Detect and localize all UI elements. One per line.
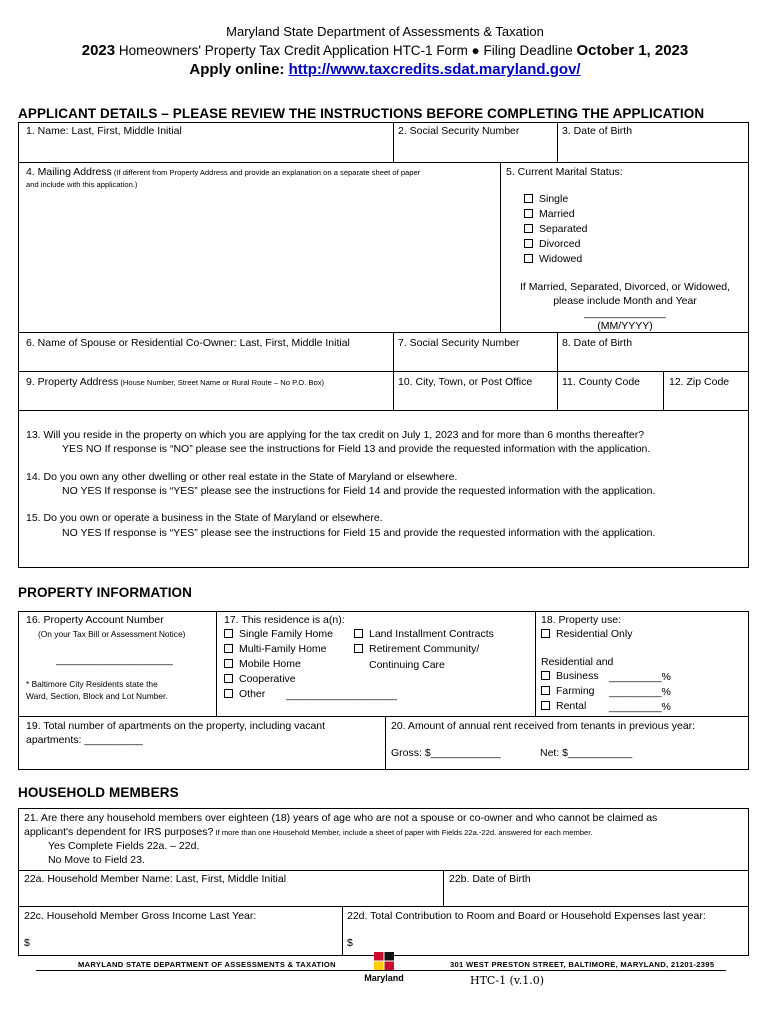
question-14-options[interactable]: NO YES If response is “YES” please see the instructions for Field 14 and provide the requested information with the application.	[62, 485, 656, 497]
marital-option-widowed[interactable]	[524, 252, 582, 267]
residence-multi-family[interactable]	[224, 642, 327, 657]
checkbox-icon[interactable]	[524, 239, 533, 248]
use-residential-and: Residential and	[541, 656, 614, 668]
divider	[18, 332, 749, 333]
residence-retirement-community[interactable]	[354, 642, 479, 657]
divider	[18, 870, 749, 871]
field-5-marital-status: 5. Current Marital Status:	[506, 166, 623, 178]
checkbox-icon[interactable]	[541, 629, 550, 638]
footer-agency: MARYLAND STATE DEPARTMENT OF ASSESSMENTS & TAXATION	[78, 960, 336, 969]
residence-other[interactable]	[224, 687, 265, 702]
divider	[393, 122, 394, 162]
footer-address: 301 WEST PRESTON STREET, BALTIMORE, MARYLAND, 21201-2395	[450, 960, 715, 969]
divider	[557, 122, 558, 162]
use-farming[interactable]	[541, 684, 595, 699]
option-label: Separated	[539, 223, 588, 235]
checkbox-icon[interactable]	[224, 659, 233, 668]
checkbox-icon[interactable]	[354, 629, 363, 638]
field-4-note-cont: and include with this application.)	[26, 180, 138, 189]
field-4-label: 4. Mailing Address	[26, 166, 112, 178]
use-rental-percent[interactable]: _________%	[609, 701, 671, 713]
option-label: Cooperative	[239, 673, 296, 685]
marital-note: please include Month and Year	[553, 295, 697, 307]
checkbox-icon[interactable]	[541, 701, 550, 710]
option-label: Single	[539, 193, 569, 205]
field-10-city[interactable]: 10. City, Town, or Post Office	[398, 376, 533, 388]
divider	[18, 716, 749, 717]
marital-option-divorced[interactable]	[524, 237, 580, 252]
question-13-options[interactable]: YES NO If response is “NO” please see the instructions for Field 13 and provide the requested information with the application.	[62, 443, 651, 455]
field-2-ssn[interactable]: 2. Social Security Number	[398, 125, 520, 137]
divider	[18, 162, 749, 163]
checkbox-icon[interactable]	[524, 224, 533, 233]
checkbox-icon[interactable]	[524, 254, 533, 263]
checkbox-icon[interactable]	[224, 674, 233, 683]
option-label: Rental	[556, 700, 587, 712]
field-6-spouse-name[interactable]: 6. Name of Spouse or Residential Co-Owner: Last, First, Middle Initial	[26, 337, 350, 349]
field-16-blank[interactable]: ____________________	[56, 654, 173, 666]
marital-option-married[interactable]	[524, 207, 575, 222]
field-4-mailing-address[interactable]	[26, 166, 420, 178]
question-15: 15. Do you own or operate a business in the State of Maryland or elsewhere.	[26, 512, 383, 524]
divider	[18, 410, 749, 411]
field-4-note: (If different from Property Address and provide an explanation on a separate sheet of paper	[111, 168, 421, 177]
option-label: Land Installment Contracts	[369, 628, 494, 640]
option-label: Retirement Community/	[369, 643, 480, 655]
field-20-gross[interactable]: Gross: $____________	[391, 747, 501, 759]
field-12-zip[interactable]: 12. Zip Code	[669, 376, 730, 388]
marital-option-single[interactable]	[524, 192, 568, 207]
use-business-percent[interactable]: _________%	[609, 671, 671, 683]
residence-land-installment[interactable]	[354, 627, 494, 642]
residence-mobile-home[interactable]	[224, 657, 301, 672]
question-21-text: applicant's dependent for IRS purposes?	[24, 826, 214, 838]
household-section-heading: HOUSEHOLD MEMBERS	[18, 785, 179, 800]
form-name: Homeowners' Property Tax Credit Application HTC-1 Form ● Filing Deadline	[115, 43, 577, 58]
question-15-options[interactable]: NO YES If response is “YES” please see the instructions for Field 15 and provide the requested information with the application.	[62, 527, 656, 539]
use-business[interactable]	[541, 669, 599, 684]
question-21-no[interactable]: No Move to Field 23.	[48, 854, 145, 866]
marital-date-blank[interactable]: ______________	[584, 307, 666, 319]
option-label: Multi-Family Home	[239, 643, 327, 655]
agency-title: Maryland State Department of Assessments & Taxation	[226, 24, 544, 39]
field-22d-dollar: $	[347, 937, 353, 949]
field-16-note: (On your Tax Bill or Assessment Notice)	[38, 629, 186, 639]
marital-option-separated[interactable]	[524, 222, 587, 237]
field-9-property-address[interactable]	[26, 376, 324, 388]
marital-date-format: (MM/YYYY)	[597, 320, 653, 332]
use-residential-only[interactable]	[541, 627, 632, 642]
field-22c-member-income[interactable]: 22c. Household Member Gross Income Last Year:	[24, 910, 257, 922]
field-22b-member-dob[interactable]: 22b. Date of Birth	[449, 873, 531, 885]
divider	[18, 906, 749, 907]
field-3-dob[interactable]: 3. Date of Birth	[562, 125, 633, 137]
residence-cooperative[interactable]	[224, 672, 296, 687]
divider	[557, 332, 558, 410]
divider	[443, 870, 444, 906]
field-7-ssn[interactable]: 7. Social Security Number	[398, 337, 520, 349]
apply-online-link[interactable]: http://www.taxcredits.sdat.maryland.gov/	[288, 61, 581, 78]
field-20-net[interactable]: Net: $___________	[540, 747, 633, 759]
option-label: Residential Only	[556, 628, 633, 640]
field-1-name[interactable]: 1. Name: Last, First, Middle Initial	[26, 125, 182, 137]
checkbox-icon[interactable]	[224, 629, 233, 638]
field-19-apartments: 19. Total number of apartments on the property, including vacant	[26, 720, 326, 732]
field-9-note: (House Number, Street Name or Rural Route – No P.O. Box)	[118, 378, 325, 387]
residence-other-blank[interactable]: ___________________	[286, 689, 397, 701]
use-farming-percent[interactable]: _________%	[609, 686, 671, 698]
option-label: Mobile Home	[239, 658, 301, 670]
property-section-heading: PROPERTY INFORMATION	[18, 585, 193, 600]
field-17-residence-type: 17. This residence is a(n):	[224, 614, 345, 626]
residence-single-family[interactable]	[224, 627, 333, 642]
field-9-label: 9. Property Address	[26, 376, 119, 388]
question-21-yes[interactable]: Yes Complete Fields 22a. – 22d.	[48, 840, 200, 852]
baltimore-note: * Baltimore City Residents state the	[26, 679, 158, 689]
option-label: Divorced	[539, 238, 581, 250]
field-22a-member-name[interactable]: 22a. Household Member Name: Last, First, Middle Initial	[24, 873, 287, 885]
apply-online	[0, 61, 770, 78]
field-8-dob[interactable]: 8. Date of Birth	[562, 337, 633, 349]
divider	[393, 332, 394, 410]
field-22c-dollar: $	[24, 937, 30, 949]
divider	[385, 716, 386, 770]
checkbox-icon[interactable]	[541, 686, 550, 695]
checkbox-icon[interactable]	[524, 209, 533, 218]
field-16-account-number[interactable]: 16. Property Account Number	[26, 614, 164, 626]
field-20-annual-rent: 20. Amount of annual rent received from tenants in previous year:	[391, 720, 696, 732]
retirement-community-cont: Continuing Care	[369, 659, 445, 671]
field-18-property-use: 18. Property use:	[541, 614, 621, 626]
question-21-cont	[24, 826, 592, 838]
option-label: Business	[556, 670, 599, 682]
question-13: 13. Will you reside in the property on which you are applying for the tax credit on July 1, 2023 and for more than 6 months thereafter?	[26, 429, 645, 441]
baltimore-note: Ward, Section, Block and Lot Number.	[26, 691, 168, 701]
divider	[663, 371, 664, 410]
applicant-section-heading: APPLICANT DETAILS – PLEASE REVIEW THE INSTRUCTIONS BEFORE COMPLETING THE APPLICATION	[18, 106, 705, 121]
checkbox-icon[interactable]	[524, 194, 533, 203]
option-label: Widowed	[539, 253, 583, 265]
form-title	[0, 42, 770, 59]
checkbox-icon[interactable]	[541, 671, 550, 680]
divider	[216, 611, 217, 716]
divider	[342, 906, 343, 956]
question-21: 21. Are there any household members over eighteen (18) years of age who are not a spouse or co-owner and who cannot be claimed as	[24, 812, 658, 824]
checkbox-icon[interactable]	[224, 689, 233, 698]
logo-text: Maryland	[364, 973, 404, 983]
question-21-note: If more than one Household Member, include a sheet of paper with Fields 22a.-22d. answered for each member.	[213, 828, 593, 837]
filing-deadline: October 1, 2023	[576, 42, 689, 59]
divider	[535, 611, 536, 716]
checkbox-icon[interactable]	[224, 644, 233, 653]
form-id: HTC-1 (v.1.0)	[470, 974, 545, 987]
field-19-apartments-blank[interactable]: apartments: __________	[26, 734, 143, 746]
option-label: Married	[539, 208, 575, 220]
marital-note: If Married, Separated, Divorced, or Widowed,	[519, 281, 731, 293]
form-year: 2023	[81, 42, 116, 59]
field-11-county-code[interactable]: 11. County Code	[562, 376, 641, 388]
checkbox-icon[interactable]	[354, 644, 363, 653]
divider	[18, 371, 749, 372]
apply-online-label: Apply online:	[189, 61, 289, 78]
option-label: Single Family Home	[239, 628, 333, 640]
field-22d-contribution[interactable]: 22d. Total Contribution to Room and Board or Household Expenses last year:	[347, 910, 706, 922]
option-label: Other	[239, 688, 266, 700]
option-label: Farming	[556, 685, 595, 697]
question-14: 14. Do you own any other dwelling or other real estate in the State of Maryland or elsewhere.	[26, 471, 458, 483]
use-rental[interactable]	[541, 699, 586, 714]
